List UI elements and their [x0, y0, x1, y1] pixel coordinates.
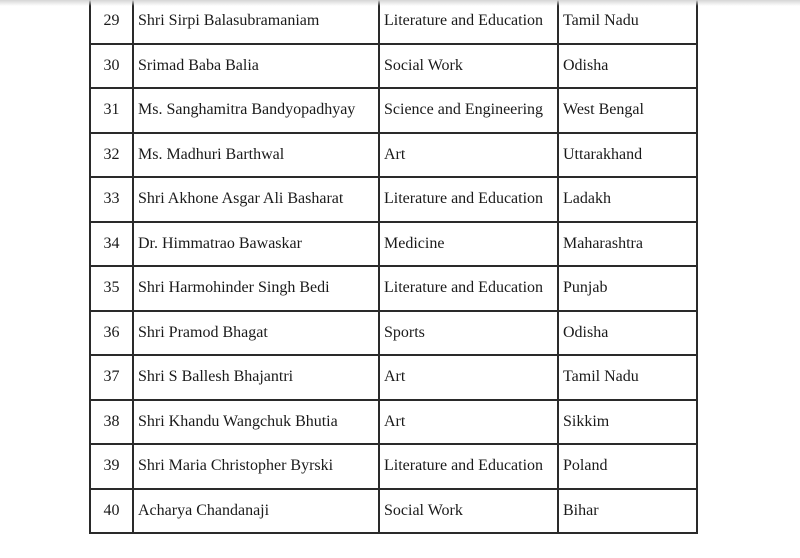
awardee-name: Dr. Himmatrao Bawaskar [133, 222, 379, 267]
awardees-table-container [89, 0, 698, 534]
award-field: Literature and Education [379, 177, 558, 222]
awardee-name: Ms. Madhuri Barthwal [133, 133, 379, 178]
award-field: Literature and Education [379, 444, 558, 489]
awardees-table [89, 0, 698, 534]
state-country: Maharashtra [558, 222, 697, 267]
state-country: Ladakh [558, 177, 697, 222]
state-country: Uttarakhand [558, 133, 697, 178]
table-row [90, 88, 697, 133]
table-row [90, 489, 697, 534]
table-row [90, 400, 697, 445]
row-number: 29 [90, 0, 133, 44]
table-body [90, 0, 697, 533]
row-number: 35 [90, 266, 133, 311]
award-field: Literature and Education [379, 266, 558, 311]
row-number: 39 [90, 444, 133, 489]
state-country: Odisha [558, 311, 697, 356]
state-country: West Bengal [558, 88, 697, 133]
row-number: 36 [90, 311, 133, 356]
state-country: Tamil Nadu [558, 0, 697, 44]
awardee-name: Acharya Chandanaji [133, 489, 379, 534]
awardee-name: Shri Pramod Bhagat [133, 311, 379, 356]
awardee-name: Ms. Sanghamitra Bandyopadhyay [133, 88, 379, 133]
table-row [90, 311, 697, 356]
awardee-name: Shri Sirpi Balasubramaniam [133, 0, 379, 44]
row-number: 32 [90, 133, 133, 178]
award-field: Literature and Education [379, 0, 558, 44]
table-row [90, 355, 697, 400]
awardee-name: Shri Akhone Asgar Ali Basharat [133, 177, 379, 222]
awardee-name: Shri Khandu Wangchuk Bhutia [133, 400, 379, 445]
row-number: 30 [90, 44, 133, 89]
table-row [90, 44, 697, 89]
award-field: Science and Engineering [379, 88, 558, 133]
state-country: Odisha [558, 44, 697, 89]
award-field: Social Work [379, 44, 558, 89]
award-field: Medicine [379, 222, 558, 267]
table-row [90, 444, 697, 489]
table-row [90, 177, 697, 222]
award-field: Art [379, 133, 558, 178]
award-field: Art [379, 400, 558, 445]
state-country: Tamil Nadu [558, 355, 697, 400]
awardee-name: Shri S Ballesh Bhajantri [133, 355, 379, 400]
top-shadow [0, 0, 800, 6]
row-number: 38 [90, 400, 133, 445]
award-field: Social Work [379, 489, 558, 534]
row-number: 37 [90, 355, 133, 400]
state-country: Bihar [558, 489, 697, 534]
awardee-name: Shri Maria Christopher Byrski [133, 444, 379, 489]
state-country: Poland [558, 444, 697, 489]
table-row [90, 0, 697, 44]
awardee-name: Shri Harmohinder Singh Bedi [133, 266, 379, 311]
row-number: 31 [90, 88, 133, 133]
table-row [90, 266, 697, 311]
row-number: 33 [90, 177, 133, 222]
table-row [90, 222, 697, 267]
state-country: Punjab [558, 266, 697, 311]
state-country: Sikkim [558, 400, 697, 445]
award-field: Sports [379, 311, 558, 356]
row-number: 34 [90, 222, 133, 267]
awardee-name: Srimad Baba Balia [133, 44, 379, 89]
row-number: 40 [90, 489, 133, 534]
table-row [90, 133, 697, 178]
award-field: Art [379, 355, 558, 400]
